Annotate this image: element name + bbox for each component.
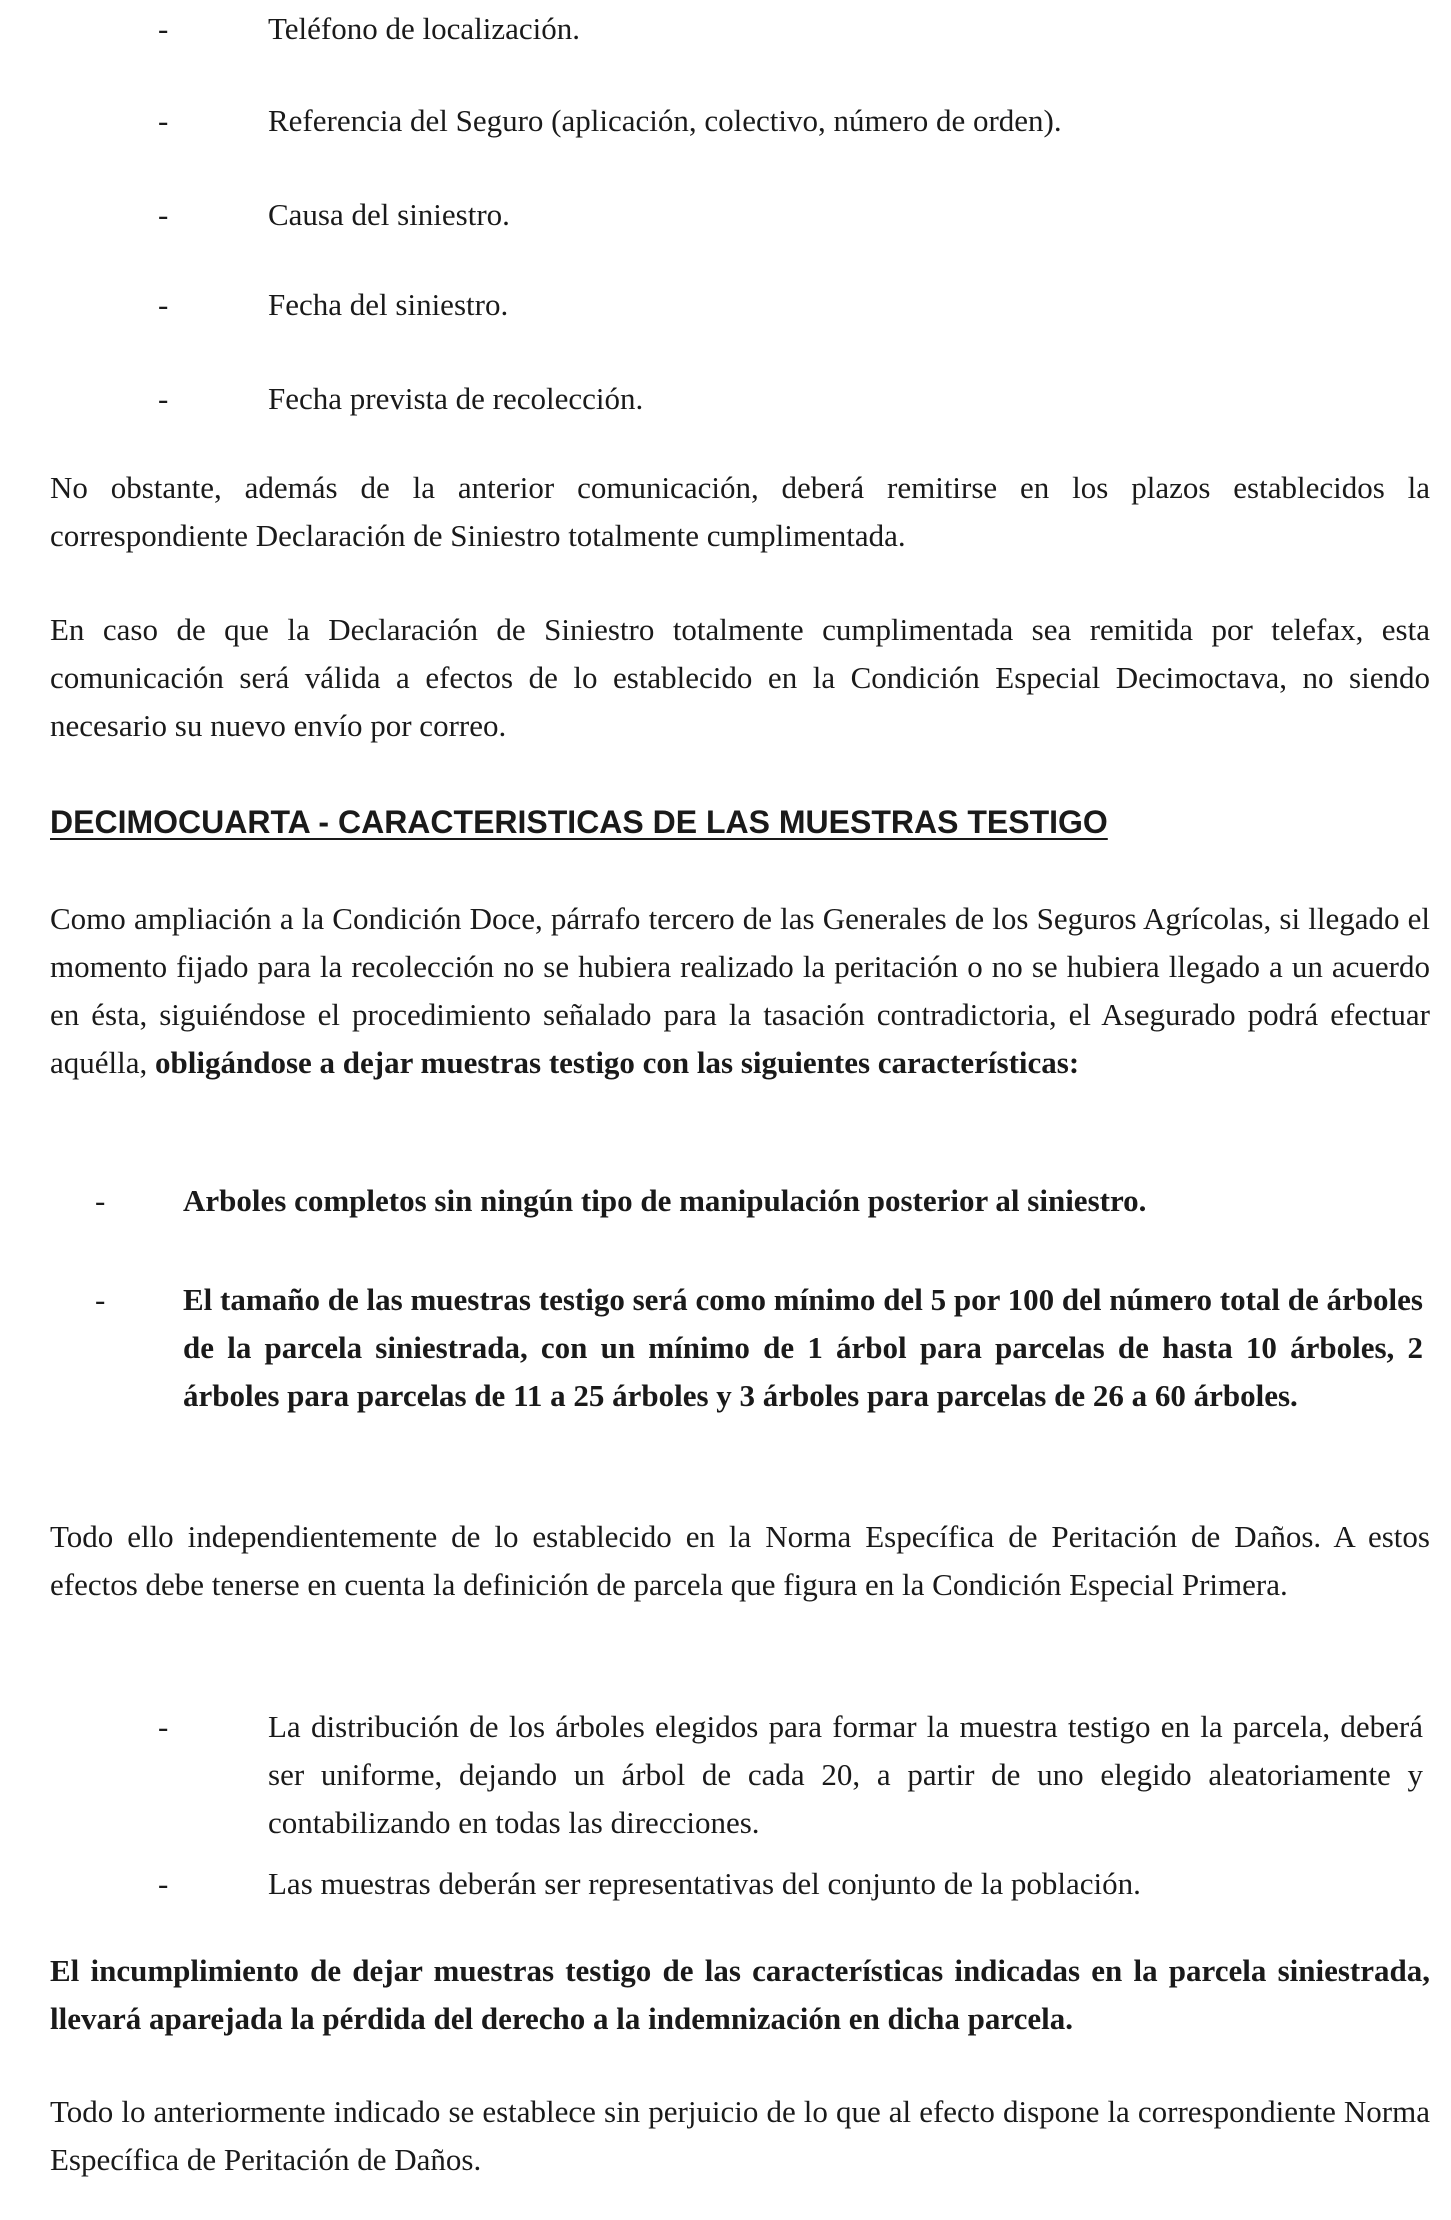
list-dash: -: [158, 1709, 169, 1744]
list-item-fecha-siniestro: Fecha del siniestro.: [268, 287, 509, 322]
paragraph-telefax: En caso de que la Declaración de Siniestro totalmente cumplimentada sea remitida por telefax, esta comunicación será válida a efectos de lo establecido en la Condición Especial Decimoctava, no siendo necesario su nuevo envío por correo.: [50, 612, 1430, 743]
list-dash: -: [158, 287, 169, 322]
list-item-arboles-completos: Arboles completos sin ningún tipo de manipulación posterior al siniestro.: [183, 1183, 1147, 1218]
list-item-causa: Causa del siniestro.: [268, 197, 510, 232]
paragraph-ampliacion: [50, 895, 1430, 1087]
list-dash: -: [158, 11, 169, 46]
paragraph-incumplimiento: El incumplimiento de dejar muestras testigo de las características indicadas en la parcela siniestrada, llevará aparejada la pérdida del derecho a la indemnización en dicha parcela.: [50, 1953, 1430, 2036]
list-item-fecha-recoleccion: Fecha prevista de recolección.: [268, 381, 644, 416]
section-heading: DECIMOCUARTA - CARACTERISTICAS DE LAS MUESTRAS TESTIGO: [50, 804, 1108, 840]
paragraph-ampliacion-text: Como ampliación a la Condición Doce, párrafo tercero de las Generales de los Seguros Agrícolas, si llegado el momento fijado para la recolección no se hubiera realizado la peritación o no se hubiera llegado a un acuerdo en ésta, siguiéndose el procedimiento señalado para la tasación contradictoria, el Asegurado podrá efectuar aquélla,: [50, 901, 1430, 1080]
list-dash: -: [158, 1866, 169, 1901]
paragraph-norma: Todo ello independientemente de lo establecido en la Norma Específica de Peritación de Daños. A estos efectos debe tenerse en cuenta la definición de parcela que figura en la Condición Especial Primera.: [50, 1519, 1430, 1602]
list-item-referencia: Referencia del Seguro (aplicación, colectivo, número de orden).: [268, 103, 1062, 138]
list-item-tamano-muestras: El tamaño de las muestras testigo será como mínimo del 5 por 100 del número total de árboles de la parcela siniestrada, con un mínimo de 1 árbol para parcelas de hasta 10 árboles, 2 árboles para parcelas de 11 a 25 árboles y 3 árboles para parcelas de 26 a 60 árboles.: [183, 1282, 1423, 1413]
list-item-distribucion: La distribución de los árboles elegidos para formar la muestra testigo en la parcela, deberá ser uniforme, dejando un árbol de cada 20, a partir de uno elegido aleatoriamente y contabilizando en todas las direcciones.: [268, 1709, 1423, 1840]
paragraph-final: Todo lo anteriormente indicado se establece sin perjuicio de lo que al efecto dispone la correspondiente Norma Específica de Peritación de Daños.: [50, 2094, 1430, 2177]
list-dash: -: [95, 1183, 106, 1218]
list-item-telefono: Teléfono de localización.: [268, 11, 580, 46]
paragraph-ampliacion-bold: obligándose a dejar muestras testigo con las siguientes características:: [155, 1045, 1080, 1080]
list-dash: -: [95, 1282, 106, 1317]
list-dash: -: [158, 197, 169, 232]
list-item-representativas: Las muestras deberán ser representativas del conjunto de la población.: [268, 1866, 1141, 1901]
list-dash: -: [158, 103, 169, 138]
paragraph-comunicacion: No obstante, además de la anterior comunicación, deberá remitirse en los plazos establecidos la correspondiente Declaración de Siniestro totalmente cumplimentada.: [50, 470, 1430, 553]
list-dash: -: [158, 381, 169, 416]
